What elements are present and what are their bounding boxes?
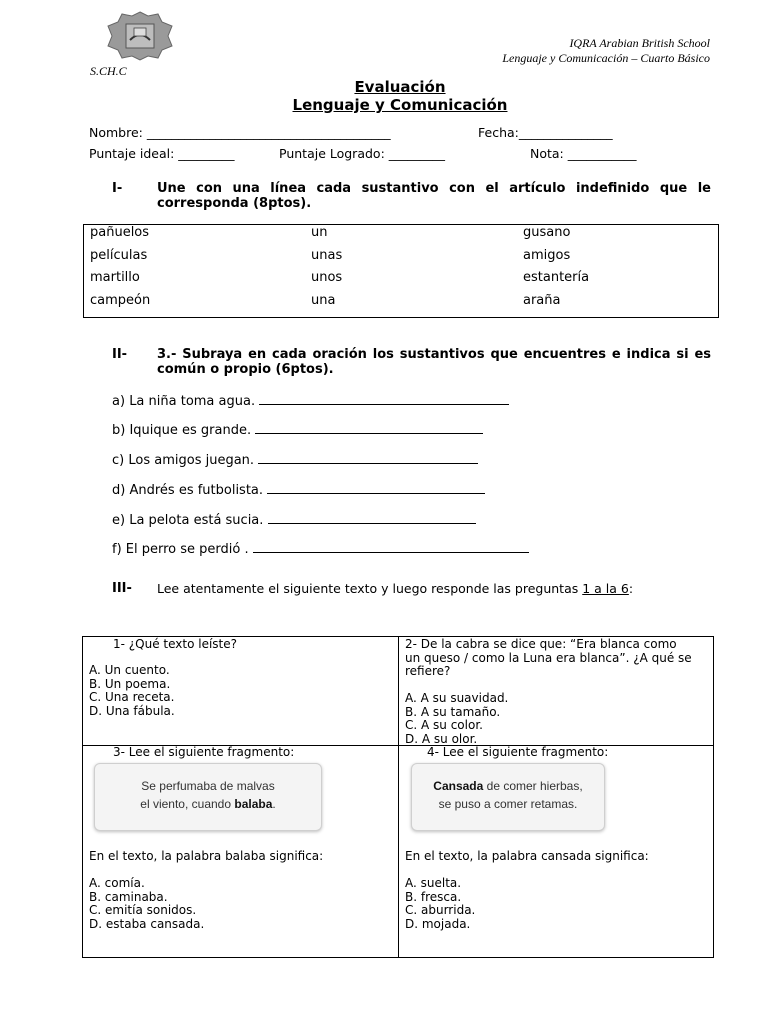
title-line-1: Evaluación — [354, 78, 446, 96]
answer-option[interactable]: B. fresca. — [405, 889, 462, 904]
answer-option[interactable]: D. estaba cansada. — [89, 916, 205, 931]
answer-blank[interactable] — [255, 421, 483, 434]
noun-item[interactable]: campeón — [90, 293, 151, 308]
answer-option[interactable]: C. emitía sonidos. — [89, 903, 197, 917]
nombre-field[interactable]: Nombre: _______________________________________ — [89, 125, 391, 140]
sentence-text: La pelota está sucia. — [129, 513, 268, 528]
sentence-item — [112, 421, 483, 438]
question-1-title: 1- ¿Qué texto leíste? — [113, 637, 237, 651]
section-1-number: I- — [112, 181, 123, 196]
sentence-item — [112, 451, 478, 468]
noun-item[interactable]: gusano — [523, 225, 571, 240]
sentence-letter: a) — [112, 394, 126, 409]
section-3-number: III- — [112, 581, 132, 596]
answer-blank[interactable] — [267, 481, 485, 494]
fragment-4-box — [411, 763, 605, 831]
teacher-initials: S.CH.C — [90, 64, 127, 78]
answer-option[interactable]: C. aburrida. — [405, 903, 476, 917]
fragment-3-keyword: balaba — [234, 797, 273, 811]
fragment-3-line-2 — [95, 795, 321, 813]
noun-item[interactable]: pañuelos — [90, 225, 150, 240]
fragment-3-text: el viento, cuando — [140, 797, 235, 811]
sentence-item — [112, 540, 529, 557]
section-2-number: II- — [112, 347, 128, 362]
school-logo — [104, 10, 176, 62]
sentence-text: Andrés es futbolista. — [129, 483, 268, 498]
puntaje-logrado-field[interactable]: Puntaje Logrado: _________ — [279, 146, 446, 161]
answer-blank[interactable] — [258, 451, 478, 464]
sentence-item — [112, 392, 509, 409]
questions-grid — [82, 636, 714, 958]
sentence-text: Los amigos juegan. — [128, 453, 259, 468]
question-3-title: 3- Lee el siguiente fragmento: — [113, 745, 295, 759]
fragment-4-line-1 — [412, 777, 604, 795]
fragment-3-box — [94, 763, 322, 831]
answer-option[interactable]: C. Una receta. — [89, 690, 175, 704]
sentence-letter: f) — [112, 542, 122, 557]
section-1-instruction: Une con una línea cada sustantivo con el artículo indefinido que le corresponda (8ptos). — [157, 181, 711, 211]
answer-option[interactable]: D. A su olor. — [405, 731, 478, 746]
sentence-letter: b) — [112, 423, 126, 438]
article-item[interactable]: un — [311, 225, 328, 240]
question-1-options — [89, 664, 175, 718]
subject-line: Lenguaje y Comunicación – Cuarto Básico — [502, 51, 710, 65]
school-header — [502, 36, 710, 66]
school-name: IQRA Arabian British School — [569, 36, 710, 50]
noun-item[interactable]: estantería — [523, 270, 590, 285]
nota-field[interactable]: Nota: ___________ — [530, 146, 637, 161]
answer-blank[interactable] — [259, 392, 509, 405]
answer-option[interactable]: A. suelta. — [405, 876, 462, 890]
answer-option[interactable]: A. Un cuento. — [89, 663, 170, 677]
section-3-instruction — [157, 581, 633, 596]
question-4-title: 4- Lee el siguiente fragmento: — [427, 745, 609, 759]
question-2-options — [405, 692, 508, 746]
article-item[interactable]: unas — [311, 248, 343, 263]
answer-option[interactable]: B. caminaba. — [89, 889, 168, 904]
sentence-text: La niña toma agua. — [129, 394, 260, 409]
section-2-instruction: 3.- Subraya en cada oración los sustantivos que encuentres e indica si es común o propio (6ptos). — [157, 347, 711, 377]
fragment-4-text: de comer hierbas, — [483, 779, 583, 793]
answer-option[interactable]: D. mojada. — [405, 916, 471, 931]
question-4-options — [405, 877, 475, 931]
answer-option[interactable]: C. A su color. — [405, 718, 483, 732]
answer-blank[interactable] — [253, 540, 529, 553]
fragment-3-line-1: Se perfumaba de malvas — [141, 779, 275, 793]
title-line-2: Lenguaje y Comunicación — [292, 96, 508, 114]
noun-item[interactable]: amigos — [523, 248, 571, 263]
matching-table — [83, 224, 719, 318]
page-title — [0, 78, 768, 114]
answer-option[interactable]: A. comía. — [89, 876, 145, 890]
sentence-letter: d) — [112, 483, 126, 498]
fragment-4-keyword: Cansada — [433, 779, 484, 793]
instruction-range: 1 a la 6 — [582, 581, 629, 596]
noun-item[interactable]: películas — [90, 248, 148, 263]
answer-blank[interactable] — [268, 511, 476, 524]
answer-option[interactable]: B. A su tamaño. — [405, 704, 501, 719]
question-4-text: En el texto, la palabra cansada significa: — [405, 849, 649, 863]
question-3-text: En el texto, la palabra balaba significa: — [89, 849, 324, 863]
answer-option[interactable]: B. Un poema. — [89, 676, 171, 691]
sentence-item — [112, 511, 476, 528]
puntaje-ideal-field[interactable]: Puntaje ideal: _________ — [89, 146, 235, 161]
sentence-text: Iquique es grande. — [129, 423, 256, 438]
article-item[interactable]: una — [311, 293, 336, 308]
fragment-3-punct: . — [272, 797, 276, 811]
answer-option[interactable]: D. Una fábula. — [89, 703, 175, 718]
fecha-field[interactable]: Fecha:_______________ — [478, 125, 613, 140]
question-3-options — [89, 877, 204, 931]
sentence-letter: e) — [112, 513, 126, 528]
fragment-4-line-2: se puso a comer retamas. — [438, 797, 578, 811]
sentence-letter: c) — [112, 453, 125, 468]
instruction-suffix: : — [628, 581, 634, 596]
article-item[interactable]: unos — [311, 270, 343, 285]
noun-item[interactable]: araña — [523, 293, 561, 308]
question-2-title: 2- De la cabra se dice que: “Era blanca como un queso / como la Luna era blanca”. ¿A qué se refiere? — [405, 637, 692, 678]
sentence-item — [112, 481, 485, 498]
instruction-prefix: Lee atentamente el siguiente texto y luego responde las preguntas — [157, 581, 583, 596]
answer-option[interactable]: A. A su suavidad. — [405, 691, 509, 705]
grid-divider-vertical — [398, 637, 399, 957]
noun-item[interactable]: martillo — [90, 270, 140, 285]
sentence-text: El perro se perdió . — [125, 542, 253, 557]
